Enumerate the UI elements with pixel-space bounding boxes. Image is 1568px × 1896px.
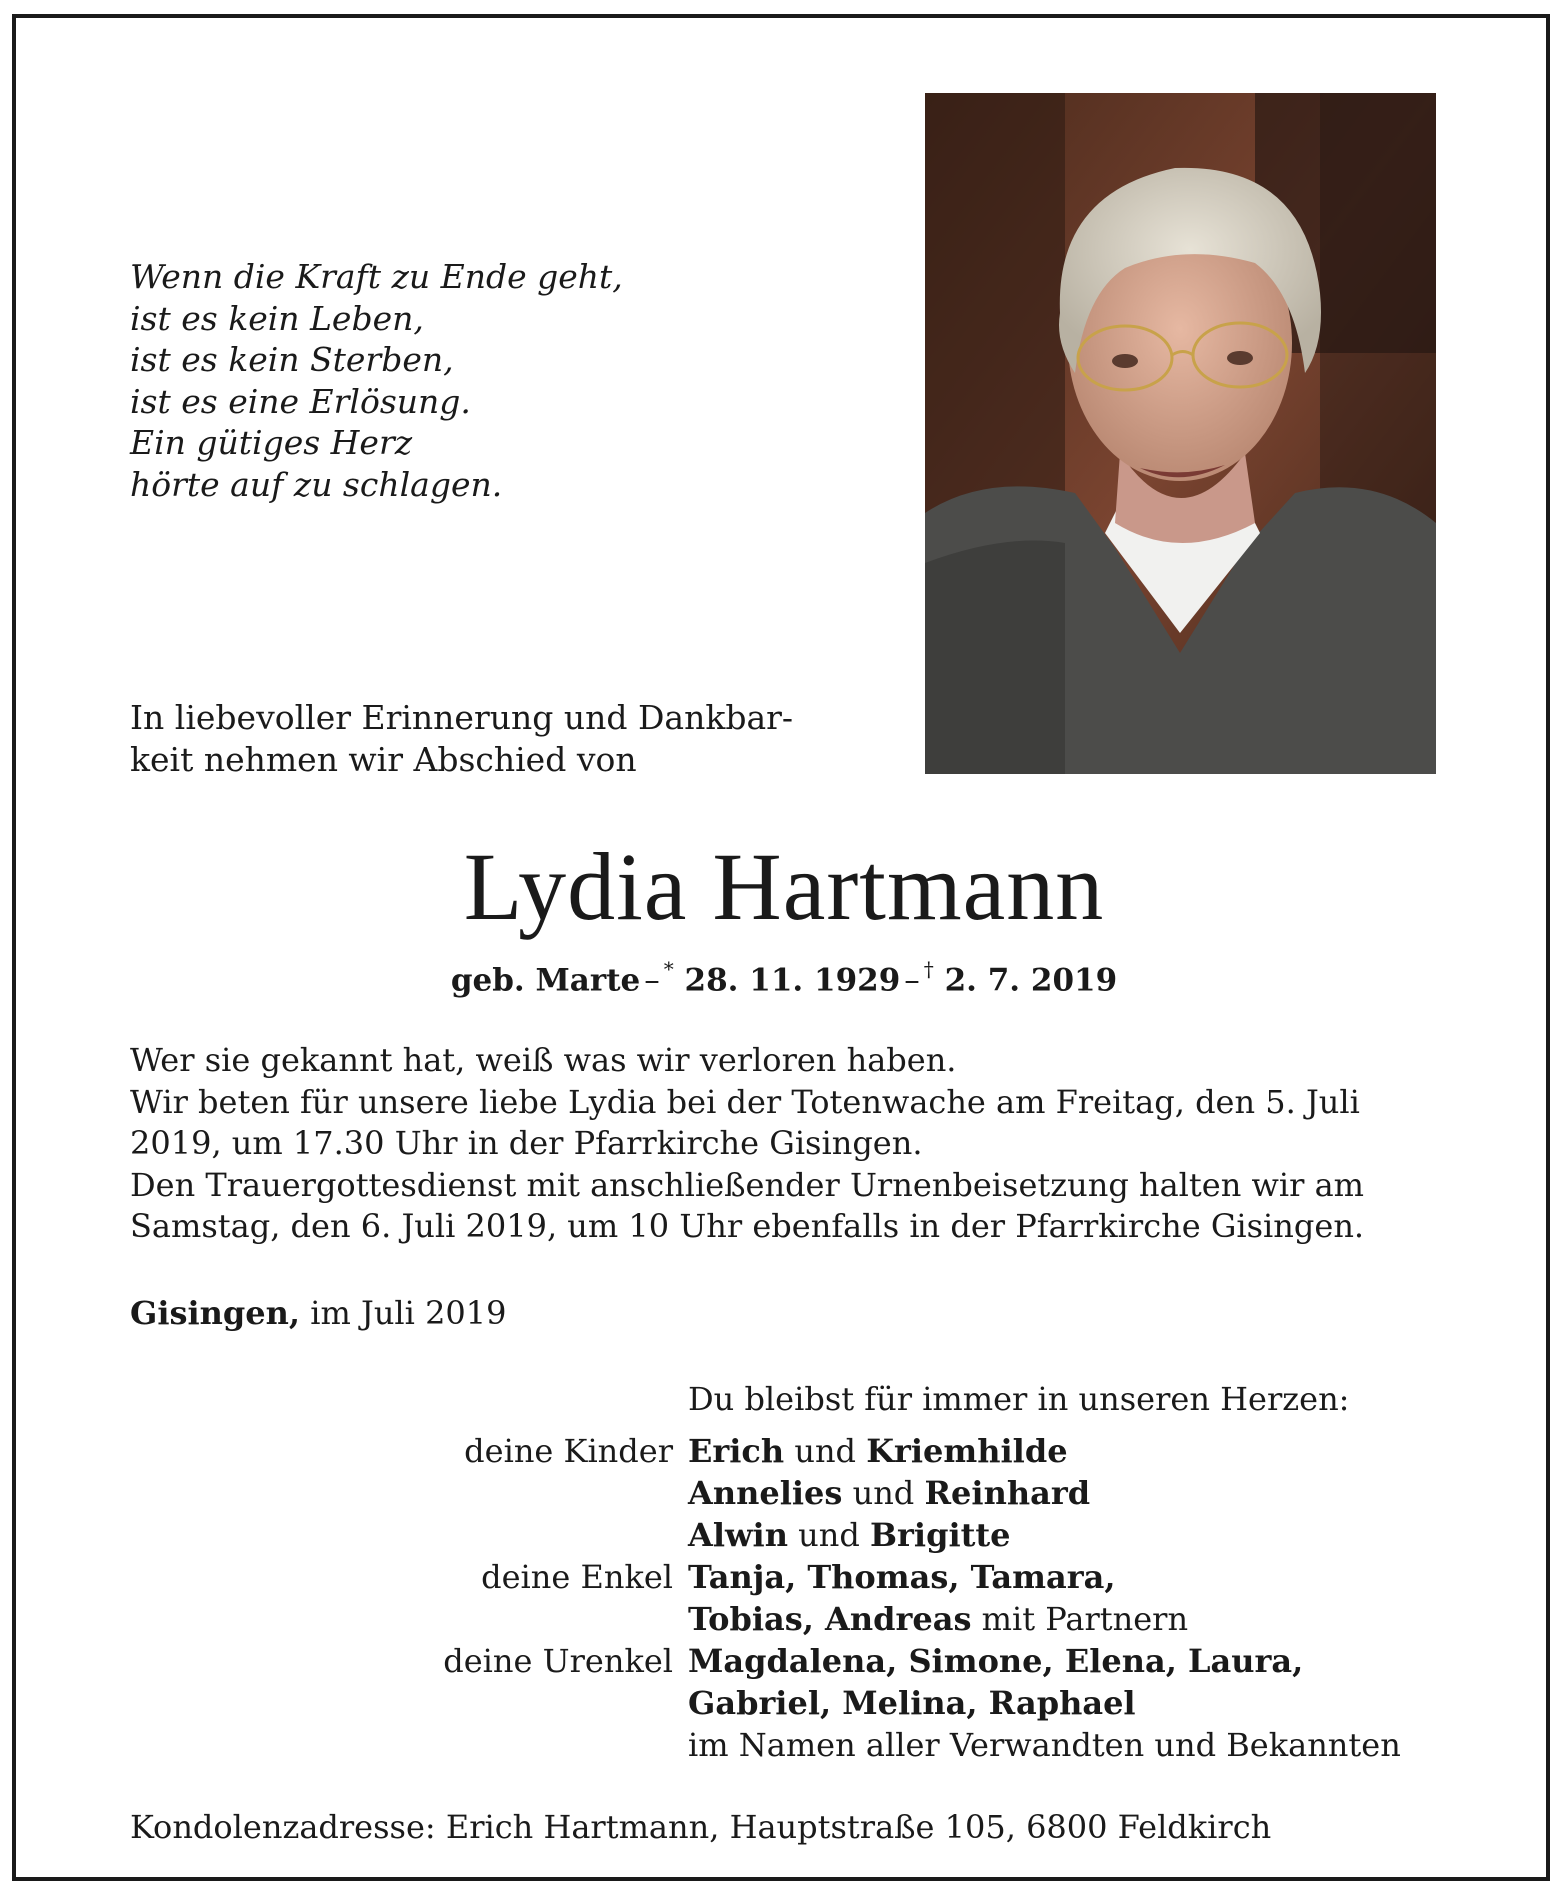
enkel-suffix: mit Partnern [981, 1600, 1189, 1638]
poem-line: ist es kein Sterben, [130, 340, 454, 379]
dash: – [644, 962, 660, 999]
body-line: Wir beten für unsere liebe Lydia bei der Totenwache am Freitag, den 5. Juli [130, 1082, 1360, 1121]
place-month: im Juli 2019 [310, 1294, 507, 1332]
child-name: Alwin [688, 1516, 788, 1554]
intro-text [130, 697, 793, 781]
condolence-address: Kondolenzadresse: Erich Hartmann, Hauptstraße 105, 6800 Feldkirch [130, 1808, 1272, 1846]
closing-line: Du bleibst für immer in unseren Herzen: [688, 1380, 1350, 1418]
body-line: Samstag, den 6. Juli 2019, um 10 Uhr ebenfalls in der Pfarrkirche Gisingen. [130, 1207, 1365, 1245]
died-date: 2. 7. 2019 [944, 962, 1118, 999]
partner-name: Reinhard [924, 1474, 1091, 1512]
dash: – [904, 962, 920, 999]
intro-line: In liebevoller Erinnerung und Dankbar- [130, 698, 794, 737]
join-word: und [794, 1432, 857, 1470]
child-name: Erich [688, 1432, 785, 1470]
label-urenkel: deine Urenkel [443, 1642, 673, 1680]
body-line: Wer sie gekannt hat, weiß was wir verloren haben. [130, 1041, 957, 1079]
portrait-photo [925, 93, 1436, 774]
partner-name: Kriemhilde [866, 1432, 1068, 1470]
urenkel-line: Gabriel, Melina, Raphael [688, 1684, 1136, 1722]
poem-line: hörte auf zu schlagen. [130, 464, 503, 504]
poem-line: ist es eine Erlösung. [130, 381, 471, 421]
intro-line: keit nehmen wir Abschied von [130, 740, 637, 779]
died-symbol: † [923, 957, 934, 981]
life-dates [0, 952, 1568, 1000]
join-word: und [798, 1516, 860, 1554]
poem-line: ist es kein Leben, [130, 298, 424, 338]
label-kinder: deine Kinder [464, 1432, 673, 1470]
join-word: und [852, 1474, 915, 1512]
deceased-name: Lydia Hartmann [463, 833, 1105, 940]
body-line: 2019, um 17.30 Uhr in der Pfarrkirche Gisingen. [130, 1124, 923, 1162]
kinder-pair [688, 1430, 1068, 1472]
enkel-line: Tanja, Thomas, Tamara, [688, 1558, 1116, 1596]
poem-line: Ein gütiges Herz [130, 423, 413, 462]
label-enkel: deine Enkel [481, 1558, 673, 1596]
kinder-pair [688, 1514, 1011, 1556]
enkel-names: Tobias, Andreas [688, 1600, 972, 1638]
born-date: 28. 11. 1929 [684, 962, 901, 999]
partner-name: Brigitte [870, 1516, 1011, 1554]
urenkel-line: Magdalena, Simone, Elena, Laura, [688, 1642, 1304, 1680]
born-symbol: * [663, 957, 674, 981]
enkel-line [688, 1598, 1188, 1640]
place-date [130, 1292, 507, 1334]
family-footer: im Namen aller Verwandten und Bekannten [688, 1726, 1401, 1764]
poem [130, 256, 623, 505]
kinder-pair [688, 1472, 1090, 1514]
place-city: Gisingen, [130, 1294, 301, 1332]
body-line: Den Trauergottesdienst mit anschließender Urnenbeisetzung halten wir am [130, 1165, 1364, 1204]
body-text [130, 1040, 1364, 1248]
poem-line: Wenn die Kraft zu Ende geht, [130, 257, 623, 296]
child-name: Annelies [688, 1474, 843, 1512]
born-name: geb. Marte [450, 962, 641, 999]
